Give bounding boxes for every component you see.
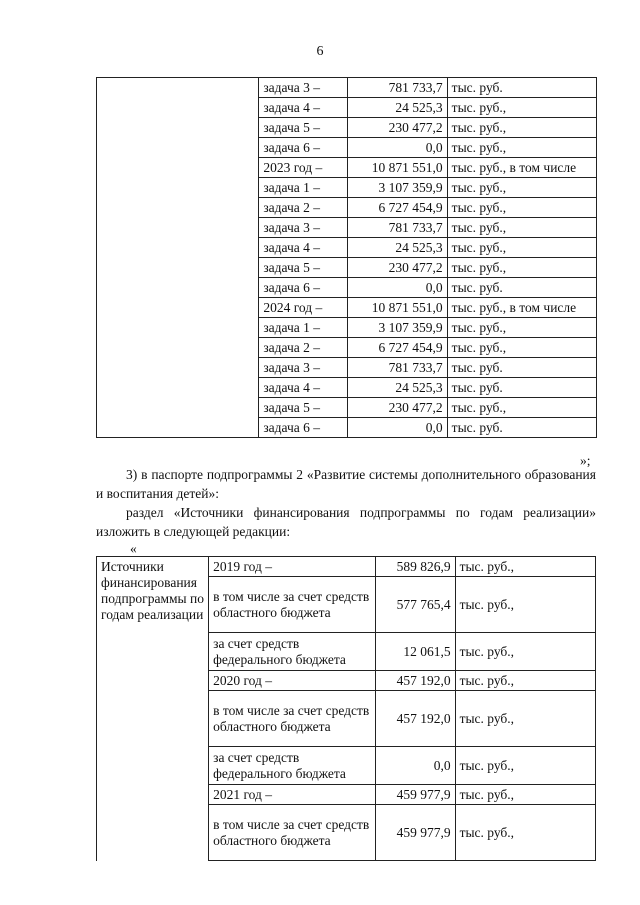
row-value: 457 192,0 bbox=[375, 671, 455, 691]
row-value: 3 107 359,9 bbox=[348, 178, 447, 198]
row-label: задача 5 – bbox=[259, 398, 348, 418]
row-value: 589 826,9 bbox=[375, 557, 455, 577]
row-label: за счет средств федерального бюджета bbox=[209, 633, 376, 671]
row-unit: тыс. руб. bbox=[447, 278, 596, 298]
row-unit: тыс. руб., bbox=[455, 557, 595, 577]
row-label: в том числе за счет средств областного бюджета bbox=[209, 691, 376, 747]
row-value: 12 061,5 bbox=[375, 633, 455, 671]
row-value: 459 977,9 bbox=[375, 805, 455, 861]
row-unit: тыс. руб., bbox=[447, 138, 596, 158]
row-value: 781 733,7 bbox=[348, 78, 447, 98]
row-unit: тыс. руб., в том числе bbox=[447, 298, 596, 318]
row-value: 459 977,9 bbox=[375, 785, 455, 805]
row-unit: тыс. руб. bbox=[447, 378, 596, 398]
row-value: 0,0 bbox=[348, 278, 447, 298]
row-unit: тыс. руб., bbox=[455, 633, 595, 671]
row-label: задача 6 – bbox=[259, 138, 348, 158]
row-unit: тыс. руб., bbox=[447, 238, 596, 258]
row-unit: тыс. руб., bbox=[447, 398, 596, 418]
row-label: задача 6 – bbox=[259, 418, 348, 438]
row-unit: тыс. руб., bbox=[447, 258, 596, 278]
page-number: 6 bbox=[316, 44, 324, 59]
row-label: задача 4 – bbox=[259, 98, 348, 118]
row-label: за счет средств федерального бюджета bbox=[209, 747, 376, 785]
funding-table-tasks bbox=[96, 77, 597, 438]
row-unit: тыс. руб., bbox=[447, 218, 596, 238]
row-value: 0,0 bbox=[375, 747, 455, 785]
source-label-cell: Источники финансирования подпрограммы по годам реализации bbox=[97, 557, 209, 861]
row-unit: тыс. руб., bbox=[455, 785, 595, 805]
row-unit: тыс. руб., bbox=[455, 671, 595, 691]
row-label: задача 2 – bbox=[259, 338, 348, 358]
row-value: 6 727 454,9 bbox=[348, 198, 447, 218]
row-value: 457 192,0 bbox=[375, 691, 455, 747]
row-value: 230 477,2 bbox=[348, 258, 447, 278]
row-label: 2019 год – bbox=[209, 557, 376, 577]
row-label: задача 6 – bbox=[259, 278, 348, 298]
row-unit: тыс. руб., bbox=[455, 577, 595, 633]
row-unit: тыс. руб., bbox=[447, 118, 596, 138]
row-label: задача 4 – bbox=[259, 378, 348, 398]
row-unit: тыс. руб., bbox=[455, 691, 595, 747]
row-value: 10 871 551,0 bbox=[348, 158, 447, 178]
row-value: 24 525,3 bbox=[348, 238, 447, 258]
row-unit: тыс. руб. bbox=[447, 418, 596, 438]
row-label: задача 4 – bbox=[259, 238, 348, 258]
row-value: 230 477,2 bbox=[348, 118, 447, 138]
row-unit: тыс. руб., bbox=[447, 98, 596, 118]
row-label: 2024 год – bbox=[259, 298, 348, 318]
row-value: 0,0 bbox=[348, 418, 447, 438]
row-label: 2023 год – bbox=[259, 158, 348, 178]
row-value: 781 733,7 bbox=[348, 358, 447, 378]
row-unit: тыс. руб., bbox=[455, 805, 595, 861]
row-value: 10 871 551,0 bbox=[348, 298, 447, 318]
row-label: в том числе за счет средств областного бюджета bbox=[209, 805, 376, 861]
row-unit: тыс. руб. bbox=[447, 78, 596, 98]
row-label: задача 3 – bbox=[259, 218, 348, 238]
row-label: 2020 год – bbox=[209, 671, 376, 691]
paragraph-item-3: 3) в паспорте подпрограммы 2 «Развитие системы дополнительного образования и воспитания детей»: bbox=[96, 467, 596, 501]
row-label: 2021 год – bbox=[209, 785, 376, 805]
row-unit: тыс. руб., bbox=[447, 198, 596, 218]
row-value: 0,0 bbox=[348, 138, 447, 158]
table-row bbox=[97, 557, 596, 577]
table-row bbox=[97, 78, 597, 98]
row-value: 781 733,7 bbox=[348, 218, 447, 238]
opening-quote: « bbox=[130, 541, 137, 556]
row-label: задача 5 – bbox=[259, 118, 348, 138]
row-label: задача 1 – bbox=[259, 318, 348, 338]
row-value: 230 477,2 bbox=[348, 398, 447, 418]
row-unit: тыс. руб., bbox=[447, 338, 596, 358]
row-label: в том числе за счет средств областного бюджета bbox=[209, 577, 376, 633]
row-label: задача 3 – bbox=[259, 78, 348, 98]
row-value: 24 525,3 bbox=[348, 98, 447, 118]
row-unit: тыс. руб., bbox=[447, 178, 596, 198]
row-label: задача 2 – bbox=[259, 198, 348, 218]
row-unit: тыс. руб., в том числе bbox=[447, 158, 596, 178]
row-unit: тыс. руб., bbox=[455, 747, 595, 785]
row-value: 577 765,4 bbox=[375, 577, 455, 633]
row-label: задача 5 – bbox=[259, 258, 348, 278]
row-value: 24 525,3 bbox=[348, 378, 447, 398]
row-value: 3 107 359,9 bbox=[348, 318, 447, 338]
row-label: задача 3 – bbox=[259, 358, 348, 378]
row-value: 6 727 454,9 bbox=[348, 338, 447, 358]
table-closing-quote: »; bbox=[580, 453, 591, 468]
row-unit: тыс. руб. bbox=[447, 358, 596, 378]
row-label: задача 1 – bbox=[259, 178, 348, 198]
empty-left-cell bbox=[97, 78, 259, 438]
funding-sources-table bbox=[96, 556, 596, 861]
row-unit: тыс. руб., bbox=[447, 318, 596, 338]
paragraph-section-replace: раздел «Источники финансирования подпрограммы по годам реализации» изложить в следующей редакции: bbox=[96, 505, 596, 539]
